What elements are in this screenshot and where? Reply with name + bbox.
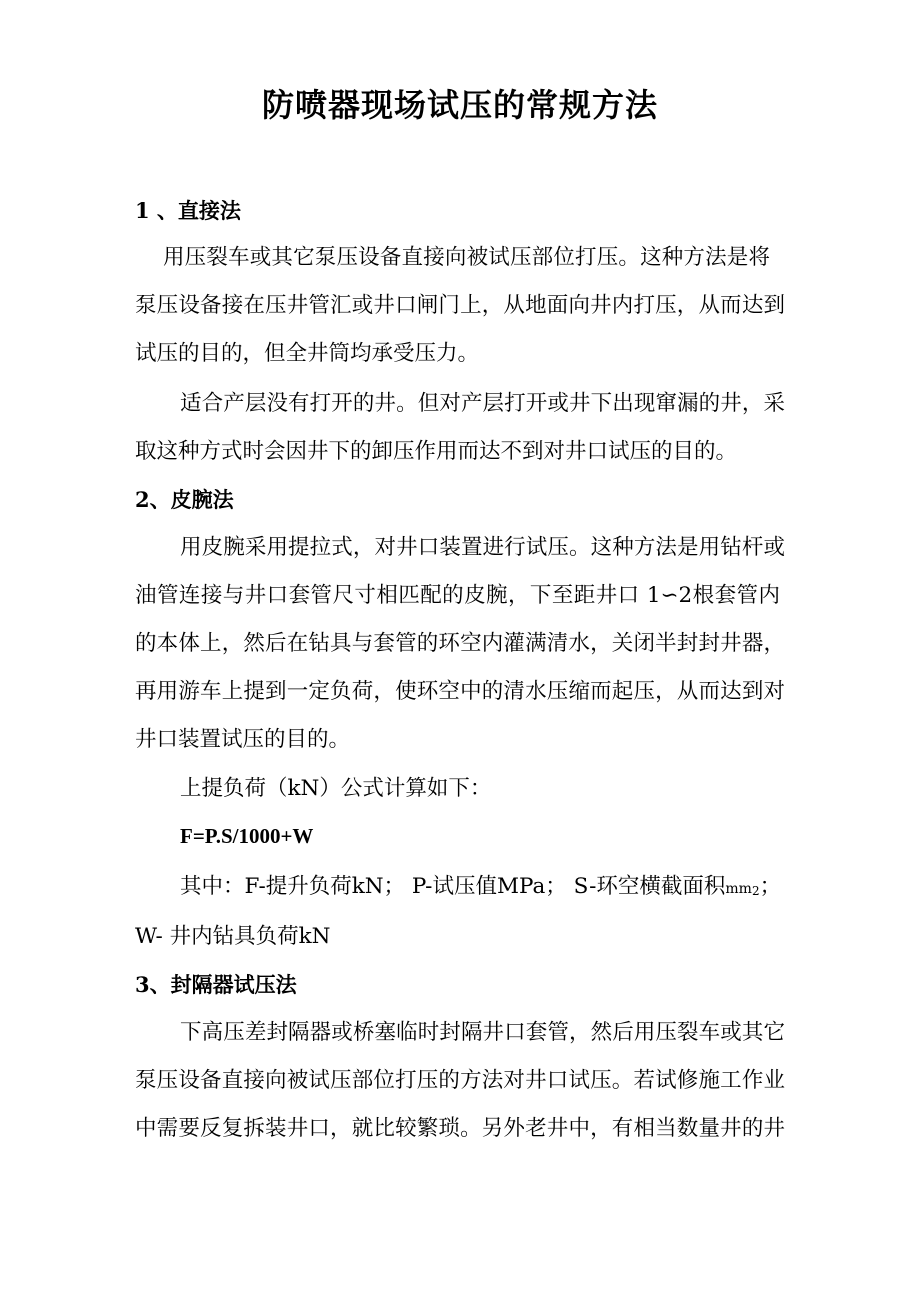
paragraph-line: 试压的目的，但全井筒均承受压力。	[135, 341, 480, 366]
paragraph-line: 下高压差封隔器或桥塞临时封隔井口套管，然后用压裂车或其它	[180, 1020, 785, 1045]
load-formula: F=P.S/1000+W	[180, 824, 314, 848]
formula-legend-text: 其中：F-提升负荷kN； P-试压值MPa； S-环空横截面积	[180, 874, 726, 899]
document-title: 防喷器现场试压的常规方法	[261, 86, 658, 124]
paragraph-line: 中需要反复拆装井口，就比较繁琐。另外老井中，有相当数量井的井	[135, 1116, 785, 1141]
section-heading-direct-method: 1 、直接法	[135, 198, 241, 223]
paragraph-line: 用皮腕采用提拉式，对井口装置进行试压。这种方法是用钻杆或	[180, 535, 785, 560]
paragraph-line: 的本体上，然后在钻具与套管的环空内灌满清水，关闭半封封井器，	[135, 631, 785, 656]
paragraph-line: 用压裂车或其它泵压设备直接向被试压部位打压。这种方法是将	[163, 245, 770, 270]
paragraph-line: 取这种方式时会因井下的卸压作用而达不到对井口试压的目的。	[135, 439, 738, 464]
paragraph-line: 适合产层没有打开的井。但对产层打开或井下出现窜漏的井，采	[180, 391, 785, 416]
formula-legend-continuation: W- 井内钻具负荷kN	[135, 924, 331, 949]
paragraph-line: 泵压设备接在压井管汇或井口闸门上，从地面向井内打压，从而达到	[135, 293, 785, 318]
section-heading-packer-method: 3、封隔器试压法	[135, 972, 297, 997]
paragraph-line: 井口装置试压的目的。	[135, 727, 351, 752]
area-unit: mm	[725, 881, 752, 897]
area-unit-exponent: 2	[751, 884, 760, 898]
formula-intro: 上提负荷（kN）公式计算如下：	[180, 776, 492, 801]
paragraph-line: 泵压设备直接向被试压部位打压的方法对井口试压。若试修施工作业	[135, 1068, 785, 1093]
paragraph-line: 油管连接与井口套管尺寸相匹配的皮腕，下至距井口 1∽2根套管内	[135, 583, 780, 608]
section-heading-cup-method: 2、皮腕法	[135, 487, 234, 512]
formula-legend-end: ；	[759, 874, 782, 899]
formula-legend	[180, 872, 781, 906]
paragraph-line: 再用游车上提到一定负荷，使环空中的清水压缩而起压，从而达到对	[135, 679, 785, 704]
